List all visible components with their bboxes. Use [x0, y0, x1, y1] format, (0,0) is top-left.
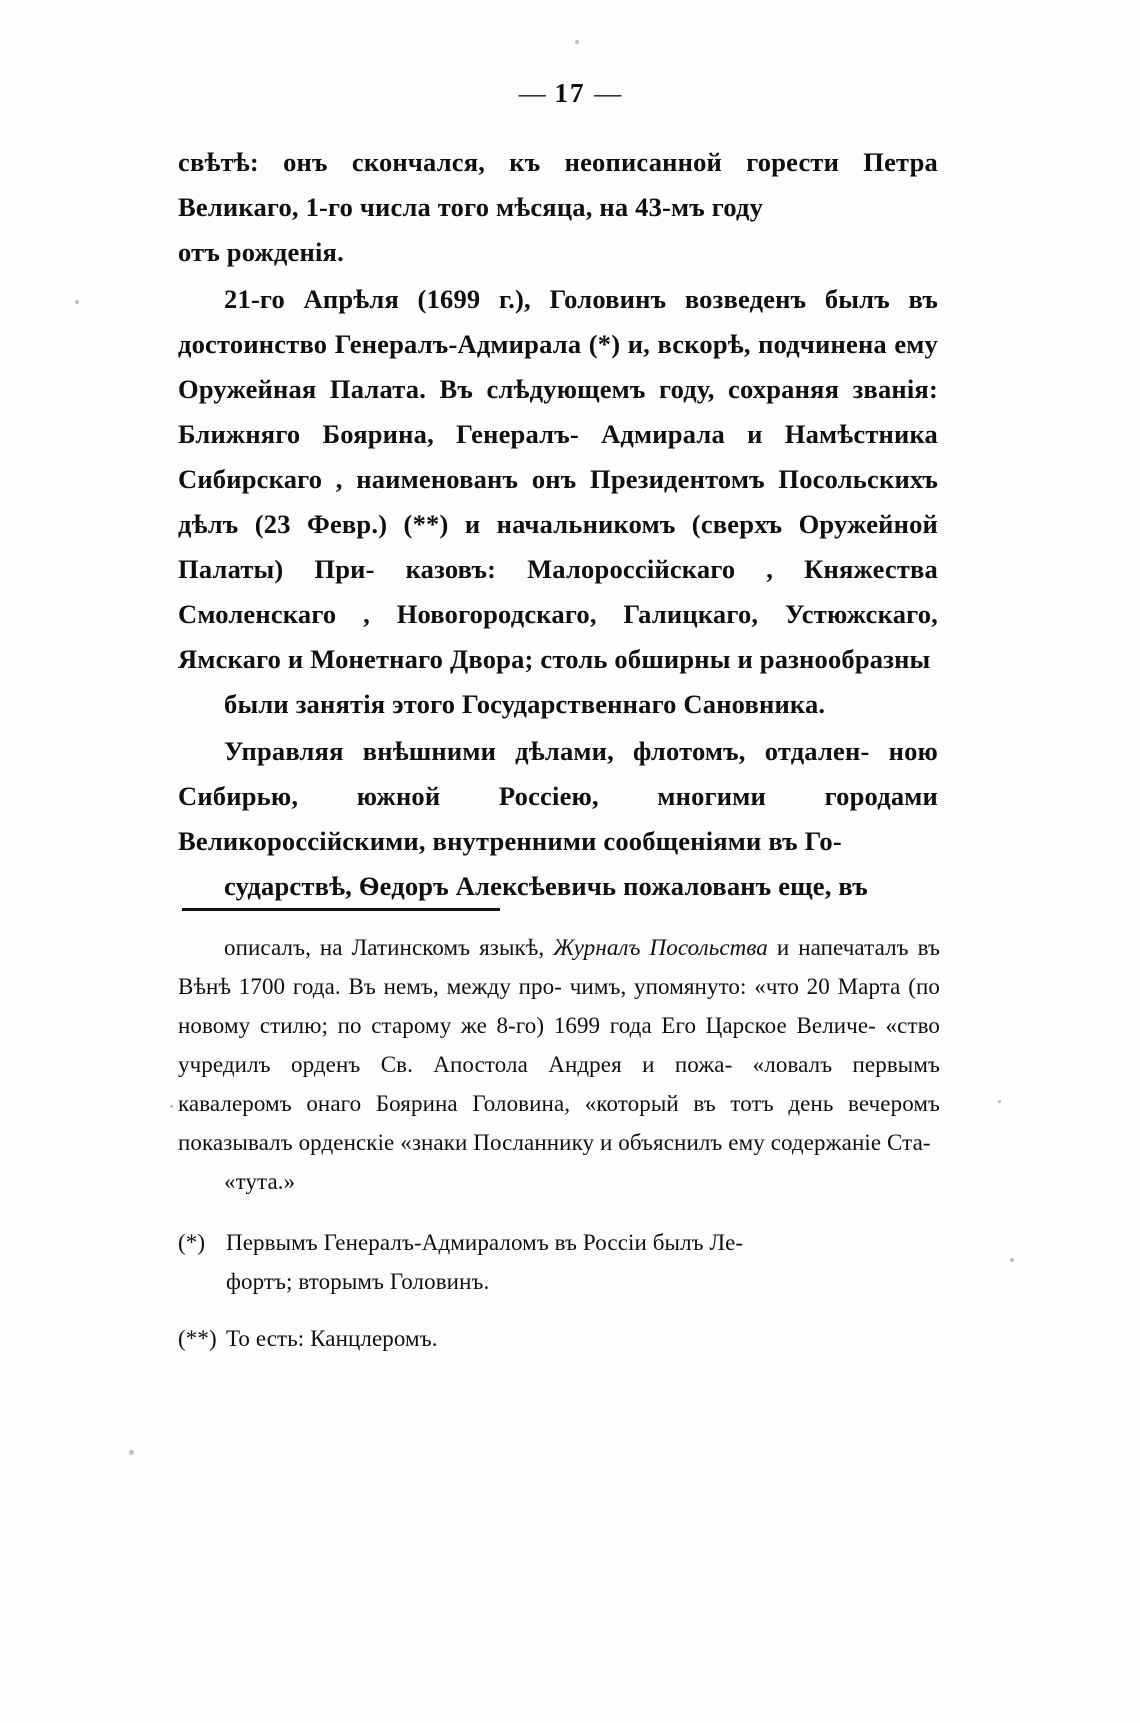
footnote-continuation-line-6: «ловалъ первымъ кавалеромъ онаго Боярина Головина, — [178, 1052, 940, 1116]
footnote-continuation-line-7: «который въ тотъ день вечеромъ показывалъ орденскіе — [178, 1091, 941, 1155]
paragraph-1 — [178, 140, 938, 275]
footnote-continuation-line-8: «знаки Посланнику и объяснилъ ему содержаніе Ста- — [400, 1130, 931, 1155]
paragraph-2-line-9: Новогородскаго, Галицкаго, Устюжскаго, Ямскаго и — [178, 599, 938, 674]
body-text — [178, 140, 938, 909]
footnote-continuation-line-2: и напечаталъ въ Вѣнѣ 1700 года. Въ немъ, между про- — [178, 935, 940, 999]
paragraph-2-line-5: Адмирала и Намѣстника Сибирскаго , наименованъ — [178, 419, 938, 494]
paragraph-2-line-10: Монетнаго Двора; столь обширны и разнообразны — [310, 644, 931, 674]
footnote-journal-title: Журналъ Посольства — [553, 935, 768, 960]
paragraph-2-line-6: онъ Президентомъ Посольскихъ дѣлъ (23 Февр.) (**) — [178, 464, 938, 539]
paper-speck — [1010, 1258, 1014, 1262]
paragraph-2-line-1: 21-го Апрѣля (1699 г.), Головинъ возведенъ былъ — [224, 284, 890, 314]
footnote-area — [178, 928, 940, 1364]
paper-speck — [170, 1105, 173, 1108]
paragraph-3 — [178, 729, 938, 909]
footnote-marker-2: (**) — [178, 1326, 217, 1351]
footnote-continuation-line-1: описалъ, на Латинскомъ языкѣ, — [224, 935, 554, 960]
footnote-item-1-line-2: фортъ; вторымъ Головинъ. — [226, 1269, 490, 1294]
paper-speck — [998, 1100, 1001, 1103]
paper-speck — [575, 40, 579, 44]
paragraph-2-line-2: въ достоинство Генералъ-Адмирала (*) и, вскорѣ, — [178, 284, 938, 359]
paragraph-2-line-4: году, сохраняя званія: Ближняго Боярина, Генералъ- — [178, 374, 938, 449]
paragraph-2-line-11: были занятія этого Государственнаго Сановника. — [224, 689, 826, 719]
paper-speck — [75, 300, 79, 304]
page-number-value: 17 — [554, 78, 586, 108]
paragraph-3-line-2: ною Сибирью, южной Россіею, многими городами — [178, 736, 939, 811]
footnote-item-1 — [178, 1223, 940, 1301]
paragraph-2-line-7: и начальникомъ (сверхъ Оружейной Палаты) При- — [178, 509, 939, 584]
paragraph-3-line-1: Управляя внѣшними дѣлами, флотомъ, отдален- — [224, 736, 870, 766]
footnote-continuation-line-5: «ство учредилъ орденъ Св. Апостола Андрея и пожа- — [178, 1013, 940, 1077]
page-number — [0, 78, 1140, 109]
paragraph-1-line-1: свѣтѣ: онъ скончался, къ неописанной горести Петра — [178, 147, 938, 177]
page-number-dash-left: — — [518, 78, 546, 108]
page-number-dash-right: — — [594, 78, 622, 108]
paragraph-1-line-3: отъ рожденія. — [178, 237, 344, 267]
footnote-continuation-line-9: «тута.» — [224, 1169, 296, 1194]
footnote-continuation — [178, 928, 940, 1201]
footnote-separator-rule — [182, 908, 500, 911]
paragraph-2-line-8: казовъ: Малороссійскаго , Княжества Смоленскаго , — [178, 554, 938, 629]
paper-speck — [129, 1450, 134, 1455]
paragraph-2-line-3: подчинена ему Оружейная Палата. Въ слѣдующемъ — [178, 329, 938, 404]
paragraph-2 — [178, 277, 938, 727]
footnote-continuation-line-4: по старому же 8-го) 1699 года Его Царское Величе- — [337, 1013, 876, 1038]
footnote-marker-1: (*) — [178, 1230, 206, 1255]
paragraph-3-line-4: сударствѣ, Ѳедоръ Алексѣевичь пожалованъ еще, въ — [224, 871, 868, 901]
footnote-continuation-line-3: чимъ, упомянуто: «что 20 Марта (по новому стилю; — [178, 974, 940, 1038]
footnote-item-2 — [178, 1319, 940, 1358]
footnote-item-1-line-1: Первымъ Генералъ-Адмираломъ въ Россіи былъ Ле- — [226, 1230, 744, 1255]
footnote-item-2-line-1: То есть: Канцлеромъ. — [226, 1326, 438, 1351]
paragraph-3-line-3: Великороссійскими, внутренними сообщеніями въ Го- — [178, 826, 842, 856]
paragraph-1-line-2: Великаго, 1-го числа того мѣсяца, на 43-мъ году — [178, 192, 764, 222]
